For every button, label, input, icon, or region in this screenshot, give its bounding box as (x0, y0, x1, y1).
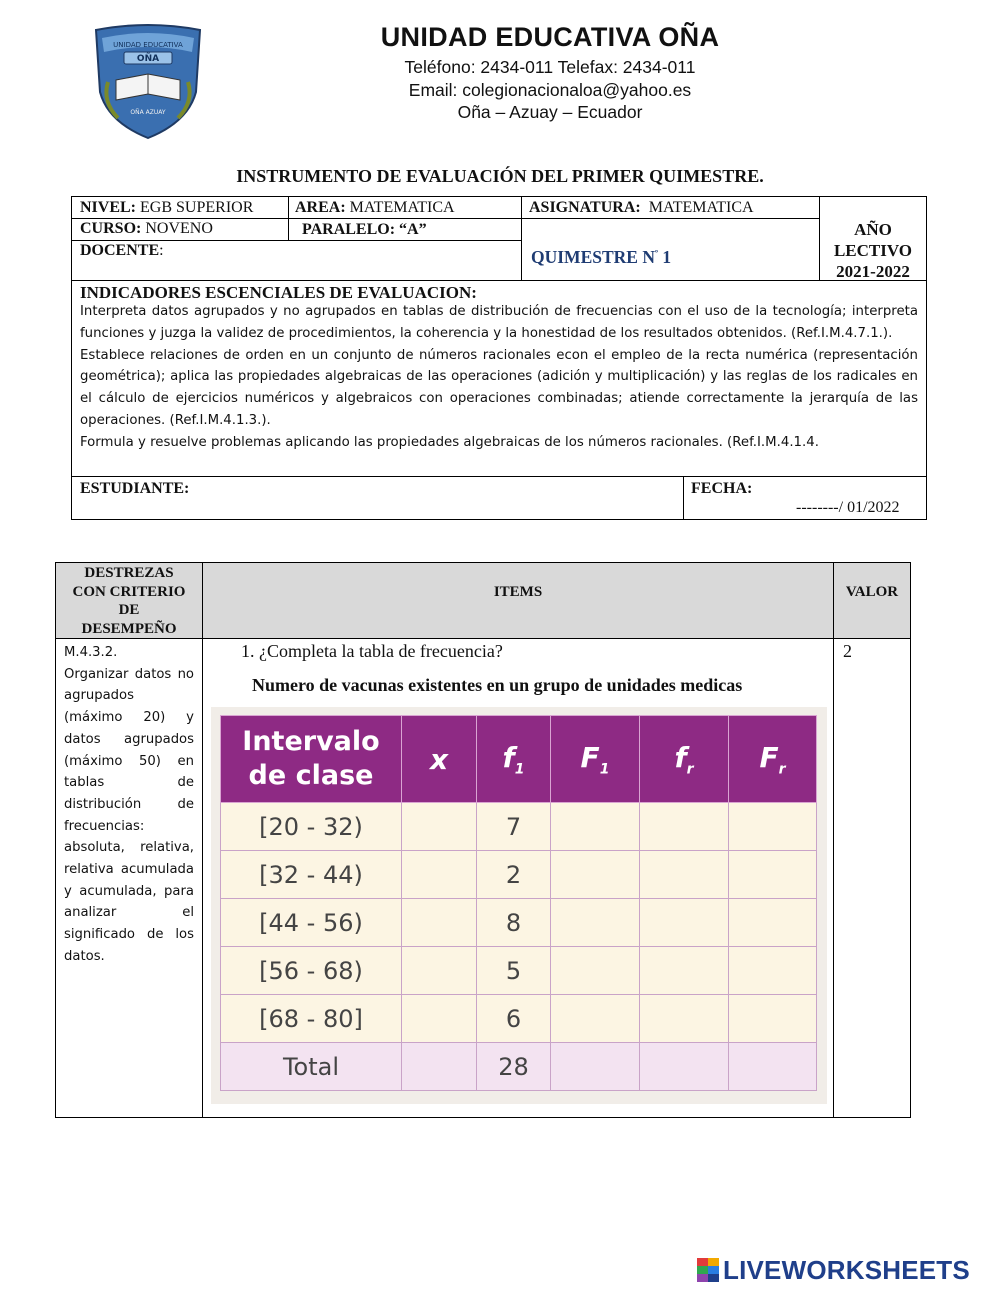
table-row (221, 899, 817, 947)
Fr-input-cell[interactable] (729, 947, 817, 995)
curso-label: CURSO: (80, 220, 142, 237)
curso-field (80, 219, 213, 239)
Fr-input-cell[interactable] (729, 899, 817, 947)
nivel-label: NIVEL: (80, 199, 137, 216)
area-field (295, 198, 455, 218)
estudiante-label: ESTUDIANTE: (80, 480, 190, 497)
area-value: MATEMATICA (349, 199, 455, 216)
info-table (71, 196, 927, 520)
x-input-cell[interactable] (402, 851, 477, 899)
fr-input-cell[interactable] (640, 899, 729, 947)
f-cell: 5 (477, 947, 551, 995)
header-fr-symbol: f (674, 740, 687, 774)
header-Fr-sub: r (778, 761, 786, 778)
curso-value: NOVENO (145, 220, 213, 237)
F1-input-cell[interactable] (551, 899, 640, 947)
total-x-cell (402, 1043, 477, 1091)
indicadores-text (80, 301, 918, 454)
x-input-cell[interactable] (402, 995, 477, 1043)
school-location: Oña – Azuay – Ecuador (457, 102, 643, 122)
f-cell: 6 (477, 995, 551, 1043)
table-row (221, 947, 817, 995)
total-Fr-cell (729, 1043, 817, 1091)
Fr-input-cell[interactable] (729, 803, 817, 851)
indicador-2: Establece relaciones de orden en un conjunto de números racionales econ el empleo de la recta numérica (representación geométrica); aplica las propiedades algebraicas de las operaciones (adición y multiplicación) y las reglas de los radicales en el cálculo de ejercicios numéricos y algebraicos con operaciones combinadas; atiende correctamente la jerarquía de las operaciones. (Ref.I.M.4.1.3.). (80, 347, 918, 428)
f-cell: 7 (477, 803, 551, 851)
liveworksheets-brand: LIVEWORKSHEETS (723, 1254, 970, 1285)
Fr-input-cell[interactable] (729, 851, 817, 899)
header-Fr-symbol: F (759, 740, 779, 774)
indicador-3: Formula y resuelve problemas aplicando las propiedades algebraicas de los números racionales. (Ref.I.M.4.1.4. (80, 434, 819, 450)
skill-text: Organizar datos no agrupados (máximo 20) y datos agrupados (máximo 50) en tablas de distribución de frecuencias: absoluta, relativa, relativa acumulada y acumulada, para analizar el significado de los datos. (64, 666, 194, 964)
total-F1-cell (551, 1043, 640, 1091)
destrezas-header (56, 564, 202, 638)
frequency-table-image (211, 707, 827, 1104)
nivel-field (80, 198, 253, 218)
anio-line-1: AÑO (854, 220, 892, 239)
header-fr (640, 716, 729, 803)
frequency-table (220, 715, 817, 1091)
question-1: 1. ¿Completa la tabla de frecuencia? (241, 641, 503, 661)
paralelo-label: PARALELO: (302, 221, 396, 238)
header-x: x (402, 716, 477, 803)
F1-input-cell[interactable] (551, 995, 640, 1043)
fecha-value: --------/ 01/2022 (796, 499, 900, 516)
total-value: 28 (477, 1043, 551, 1091)
crest-text-mid: OÑA (136, 54, 160, 64)
interval-cell: [32 - 44) (221, 851, 402, 899)
docente-field (80, 241, 164, 261)
fecha-label: FECHA: (691, 480, 753, 497)
fr-input-cell[interactable] (640, 947, 729, 995)
items-table (55, 562, 911, 1118)
paralelo-field (302, 220, 427, 240)
quimestre-number: 1 (662, 246, 672, 267)
frequency-table-header-row (221, 716, 817, 803)
F1-input-cell[interactable] (551, 947, 640, 995)
Fr-input-cell[interactable] (729, 995, 817, 1043)
header-intervalo (221, 716, 402, 803)
school-crest-logo (88, 22, 208, 142)
total-row (221, 1043, 817, 1091)
anio-line-3: 2021-2022 (836, 262, 910, 281)
asignatura-label: ASIGNATURA: (529, 199, 641, 216)
header-F1-sub: 1 (599, 761, 610, 778)
document-title: INSTRUMENTO DE EVALUACIÓN DEL PRIMER QUIMESTRE. (236, 166, 764, 186)
skill-code: M.4.3.2. (64, 645, 118, 660)
docente-label: DOCENTE (80, 242, 160, 259)
header-f1-sub: 1 (514, 761, 525, 778)
header-intervalo-line-1: Intervalo (242, 726, 380, 757)
school-name: UNIDAD EDUCATIVA OÑA (380, 22, 720, 52)
header-fr-sub: r (686, 761, 694, 778)
interval-cell: [20 - 32) (221, 803, 402, 851)
anio-lectivo (820, 219, 926, 282)
fr-input-cell[interactable] (640, 995, 729, 1043)
header-f1-symbol: f (502, 740, 515, 774)
quimestre-label: QUIMESTRE N (531, 246, 655, 267)
fr-input-cell[interactable] (640, 803, 729, 851)
quimestre-sup: º (654, 248, 658, 258)
items-header: ITEMS (493, 584, 543, 600)
crest-text-top: UNIDAD EDUCATIVA (113, 41, 183, 49)
destrezas-header-line-2: CON CRITERIO (72, 583, 186, 600)
docente-colon: : (159, 242, 164, 259)
paralelo-value: “A” (399, 221, 427, 238)
destrezas-header-line-4: DESEMPEÑO (81, 620, 177, 637)
asignatura-value: MATEMATICA (648, 199, 754, 216)
table-row (221, 803, 817, 851)
skill-description (64, 642, 194, 968)
x-input-cell[interactable] (402, 803, 477, 851)
quimestre-field (531, 243, 671, 267)
school-email: Email: colegionacionaloa@yahoo.es (408, 80, 692, 100)
nivel-value: EGB SUPERIOR (140, 199, 254, 216)
header-f1 (477, 716, 551, 803)
interval-cell: [44 - 56) (221, 899, 402, 947)
asignatura-field (529, 198, 754, 218)
fr-input-cell[interactable] (640, 851, 729, 899)
F1-input-cell[interactable] (551, 803, 640, 851)
table-row (221, 851, 817, 899)
f-cell: 2 (477, 851, 551, 899)
destrezas-header-line-3: DE (118, 602, 140, 618)
header-F1-symbol: F (580, 740, 600, 774)
anio-line-2: LECTIVO (833, 241, 913, 260)
f-cell: 8 (477, 899, 551, 947)
valor-header: VALOR (845, 584, 899, 600)
interval-cell: [68 - 80] (221, 995, 402, 1043)
x-input-cell[interactable] (402, 899, 477, 947)
table-row (221, 995, 817, 1043)
total-label: Total (221, 1043, 402, 1091)
destrezas-header-line-1: DESTREZAS (84, 565, 174, 581)
area-label: AREA: (295, 199, 346, 216)
frequency-table-title: Numero de vacunas existentes en un grupo de unidades medicas (252, 675, 743, 695)
crest-text-bottom: OÑA AZUAY (130, 109, 166, 116)
school-phone: Teléfono: 2434-011 Telefax: 2434-011 (404, 57, 696, 77)
liveworksheets-icon (697, 1258, 719, 1282)
valor-value: 2 (843, 641, 852, 661)
x-input-cell[interactable] (402, 947, 477, 995)
indicador-1: Interpreta datos agrupados y no agrupados en tablas de distribución de frecuencias con el uso de la tecnología; interpreta funciones y juzga la validez de procedimientos, la coherencia y la honestidad de los resultados obtenidos. (Ref.I.M.4.7.1.). (80, 304, 918, 341)
header-Fr (729, 716, 817, 803)
total-fr-input-cell[interactable] (640, 1043, 729, 1091)
indicadores-title: INDICADORES ESCENCIALES DE EVALUACION: (80, 283, 477, 302)
F1-input-cell[interactable] (551, 851, 640, 899)
header-intervalo-line-2: de clase (248, 760, 374, 791)
interval-cell: [56 - 68) (221, 947, 402, 995)
header-F1 (551, 716, 640, 803)
liveworksheets-logo (697, 1255, 970, 1285)
